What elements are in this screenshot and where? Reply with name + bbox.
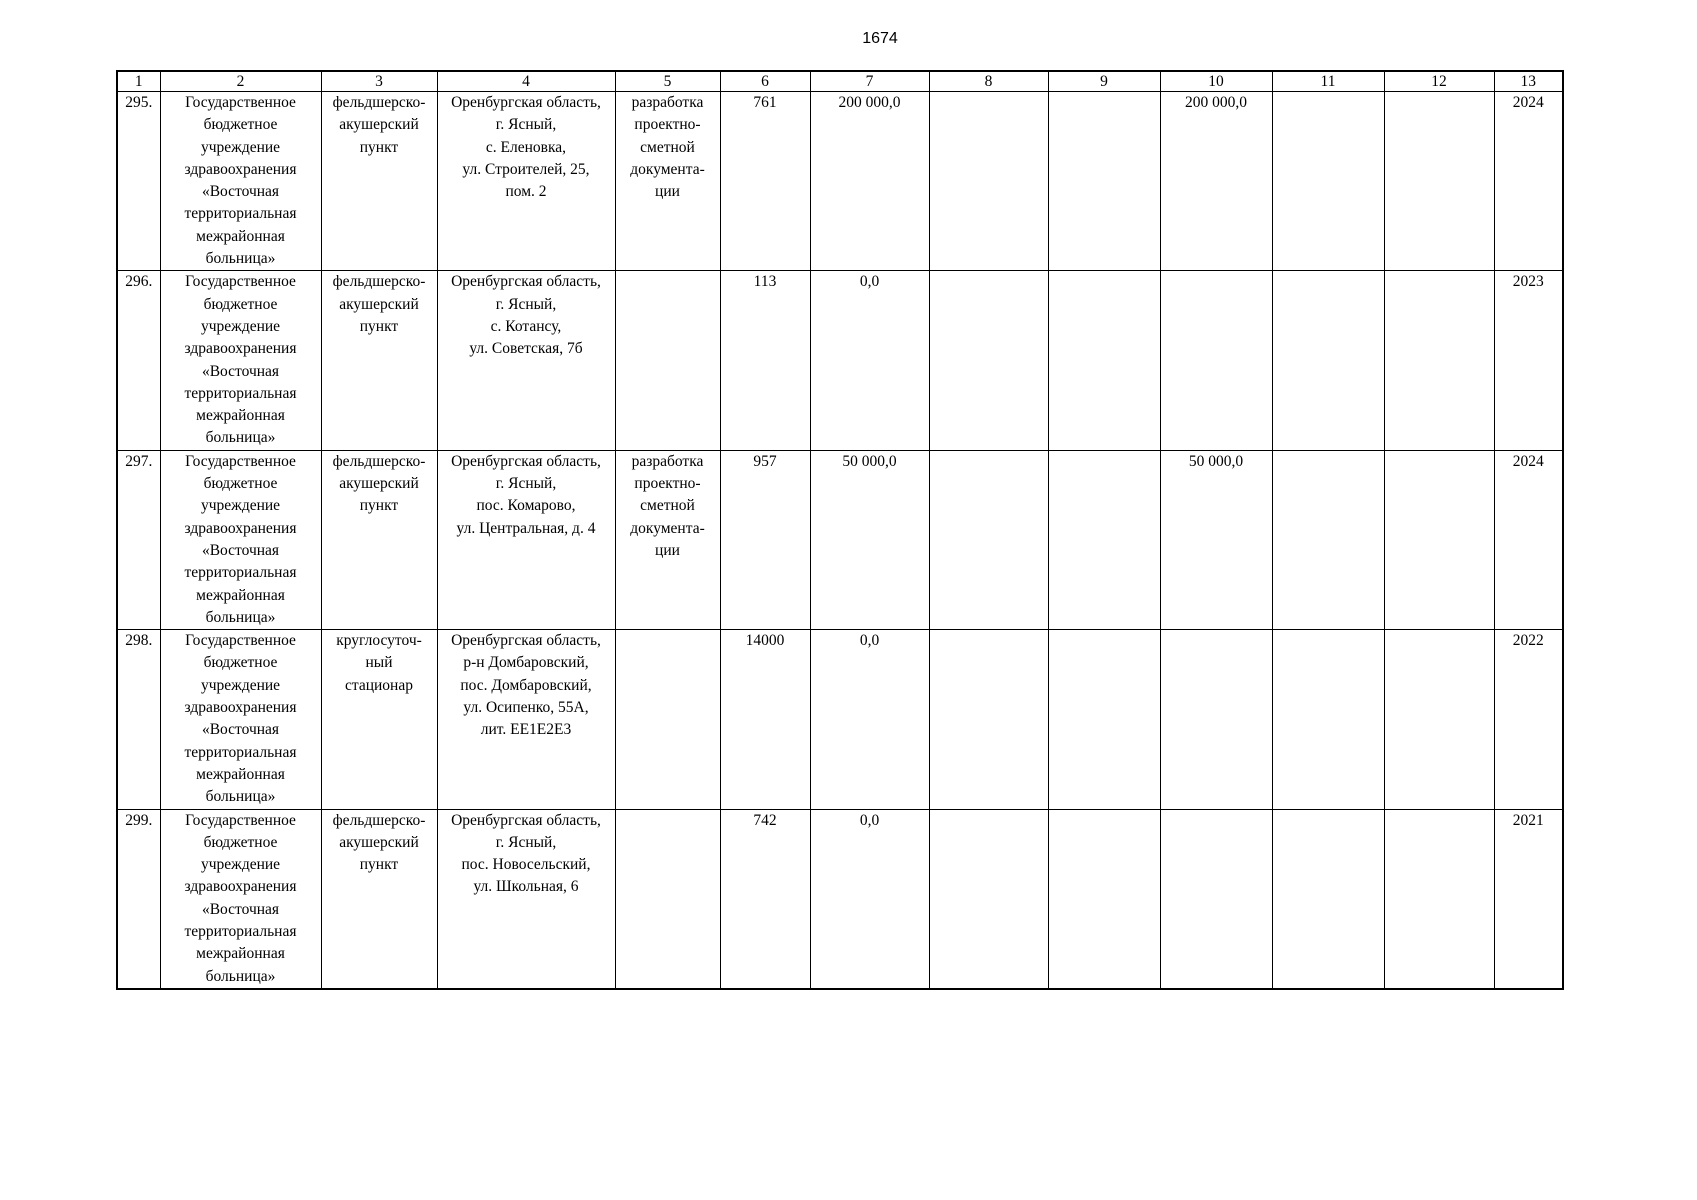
amount-col-10: 200 000,0 (1160, 92, 1272, 271)
year: 2022 (1494, 630, 1563, 809)
amount-col-7: 0,0 (810, 271, 929, 450)
column-header: 12 (1384, 71, 1494, 92)
institution-name: Государственное бюджетное учреждение здравоохранения «Восточная территориальная межрайонная больница» (160, 92, 321, 271)
table-row (117, 271, 1563, 450)
table-row (117, 630, 1563, 809)
table-row (117, 92, 1563, 271)
amount-col-7: 0,0 (810, 630, 929, 809)
column-header: 13 (1494, 71, 1563, 92)
address: Оренбургская область, г. Ясный, пос. Комарово, ул. Центральная, д. 4 (437, 450, 615, 629)
amount-col-9 (1048, 92, 1160, 271)
amount-col-7: 0,0 (810, 809, 929, 989)
institution-name: Государственное бюджетное учреждение здравоохранения «Восточная территориальная межрайонная больница» (160, 630, 321, 809)
column-header: 11 (1272, 71, 1384, 92)
facility-type: фельдшерско- акушерский пункт (321, 271, 437, 450)
column-header: 8 (929, 71, 1048, 92)
column-header: 6 (720, 71, 810, 92)
address: Оренбургская область, г. Ясный, с. Котансу, ул. Советская, 7б (437, 271, 615, 450)
amount-col-11 (1272, 630, 1384, 809)
column-header: 3 (321, 71, 437, 92)
facility-type: фельдшерско- акушерский пункт (321, 450, 437, 629)
column-header: 4 (437, 71, 615, 92)
column-header: 10 (1160, 71, 1272, 92)
year: 2024 (1494, 450, 1563, 629)
area-value: 742 (720, 809, 810, 989)
institution-name: Государственное бюджетное учреждение здравоохранения «Восточная территориальная межрайонная больница» (160, 809, 321, 989)
amount-col-11 (1272, 271, 1384, 450)
column-number-row (117, 71, 1563, 92)
amount-col-7: 50 000,0 (810, 450, 929, 629)
area-value: 14000 (720, 630, 810, 809)
institution-name: Государственное бюджетное учреждение здравоохранения «Восточная территориальная межрайонная больница» (160, 450, 321, 629)
work-type: разработка проектно- сметной документа- ции (615, 450, 720, 629)
year: 2024 (1494, 92, 1563, 271)
amount-col-9 (1048, 630, 1160, 809)
amount-col-8 (929, 630, 1048, 809)
work-type (615, 271, 720, 450)
row-number: 296. (117, 271, 160, 450)
column-header: 1 (117, 71, 160, 92)
amount-col-10 (1160, 271, 1272, 450)
amount-col-10 (1160, 630, 1272, 809)
amount-col-11 (1272, 450, 1384, 629)
table-row (117, 450, 1563, 629)
year: 2021 (1494, 809, 1563, 989)
column-header: 9 (1048, 71, 1160, 92)
work-type: разработка проектно- сметной документа- ции (615, 92, 720, 271)
facility-type: фельдшерско- акушерский пункт (321, 92, 437, 271)
amount-col-7: 200 000,0 (810, 92, 929, 271)
amount-col-8 (929, 271, 1048, 450)
row-number: 295. (117, 92, 160, 271)
year: 2023 (1494, 271, 1563, 450)
address: Оренбургская область, г. Ясный, с. Еленовка, ул. Строителей, 25, пом. 2 (437, 92, 615, 271)
amount-col-11 (1272, 809, 1384, 989)
area-value: 761 (720, 92, 810, 271)
amount-col-11 (1272, 92, 1384, 271)
page-number: 1674 (862, 30, 898, 47)
amount-col-10 (1160, 809, 1272, 989)
address: Оренбургская область, р-н Домбаровский, пос. Домбаровский, ул. Осипенко, 55А, лит. ЕЕ1Е2Е3 (437, 630, 615, 809)
amount-col-8 (929, 92, 1048, 271)
data-table (116, 70, 1564, 990)
work-type (615, 809, 720, 989)
table-row (117, 809, 1563, 989)
amount-col-10: 50 000,0 (1160, 450, 1272, 629)
facility-type: круглосуточ- ный стационар (321, 630, 437, 809)
work-type (615, 630, 720, 809)
area-value: 957 (720, 450, 810, 629)
row-number: 299. (117, 809, 160, 989)
amount-col-8 (929, 809, 1048, 989)
amount-col-12 (1384, 271, 1494, 450)
address: Оренбургская область, г. Ясный, пос. Новосельский, ул. Школьная, 6 (437, 809, 615, 989)
amount-col-12 (1384, 809, 1494, 989)
amount-col-8 (929, 450, 1048, 629)
column-header: 5 (615, 71, 720, 92)
amount-col-12 (1384, 450, 1494, 629)
row-number: 297. (117, 450, 160, 629)
institution-name: Государственное бюджетное учреждение здравоохранения «Восточная территориальная межрайонная больница» (160, 271, 321, 450)
amount-col-12 (1384, 630, 1494, 809)
column-header: 2 (160, 71, 321, 92)
facility-type: фельдшерско- акушерский пункт (321, 809, 437, 989)
column-header: 7 (810, 71, 929, 92)
amount-col-9 (1048, 271, 1160, 450)
area-value: 113 (720, 271, 810, 450)
row-number: 298. (117, 630, 160, 809)
amount-col-9 (1048, 809, 1160, 989)
amount-col-12 (1384, 92, 1494, 271)
amount-col-9 (1048, 450, 1160, 629)
